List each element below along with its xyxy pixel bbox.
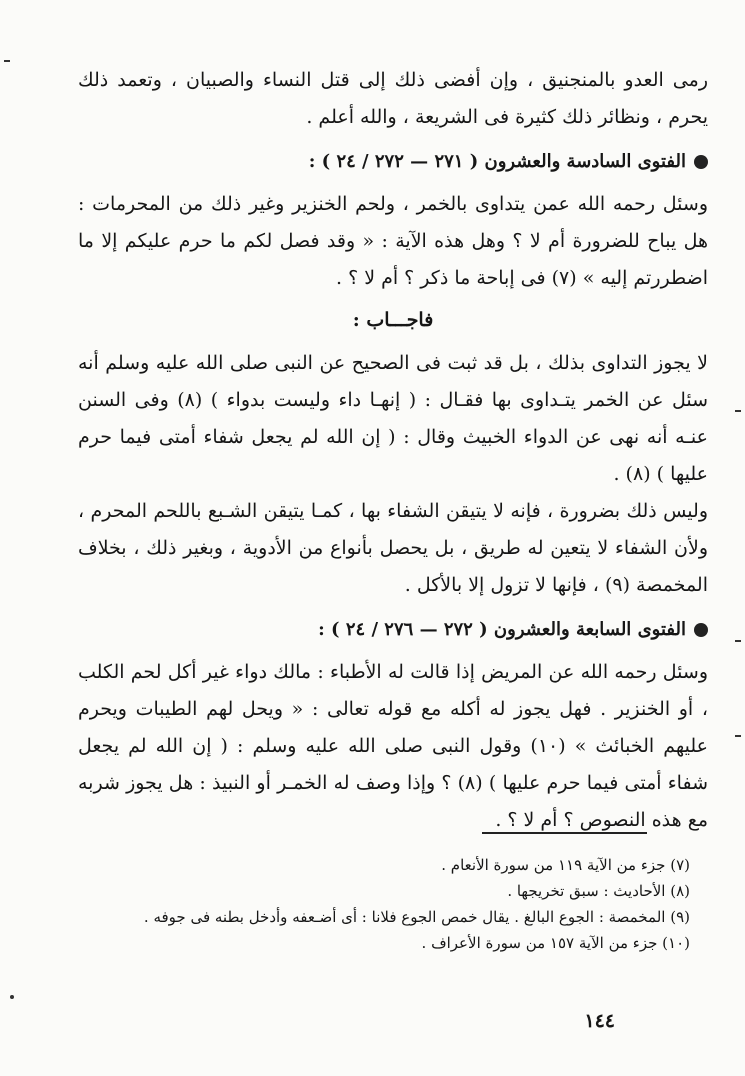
footnote-7: (٧) جزء من الآية ١١٩ من سورة الأنعام . <box>441 856 690 874</box>
scan-margin-mark <box>10 995 14 999</box>
fatwa-27-heading <box>78 612 708 648</box>
footnote-8: (٨) الأحاديث : سبق تخريجها . <box>507 882 690 900</box>
main-text <box>78 62 708 839</box>
fatwa-27-question: وسئل رحمه الله عن المريض إذا قالت له الأطباء : مالك دواء غير أكل لحم الكلب ، أو الخنزير . فهل يجوز له أكله مع قوله تعالى : « ويحل لهم الطيبات ويحرم عليهم الخبائث » (١٠) وقول النبى صلى الله عليه وسلم : ( إن الله لم يجعل شفاء أمتى فيما حرم عليها ) (٨) ؟ وإذا وصف له الخمـر أو النبيذ : هل يجوز شربه مع هذه النصوص ؟ أم لا ؟ . <box>78 661 708 831</box>
scan-margin-mark <box>4 60 10 62</box>
bullet-icon <box>694 623 708 637</box>
scan-margin-mark <box>735 640 741 642</box>
scan-margin-mark <box>735 735 741 737</box>
footnote-divider <box>482 832 647 834</box>
fatwa-27-heading-text: الفتوى السابعة والعشرون ( ٢٧٢ — ٢٧٦ / ٢٤ ) : <box>318 619 686 640</box>
footnote-10: (١٠) جزء من الآية ١٥٧ من سورة الأعراف . <box>421 934 690 952</box>
intro-paragraph: رمى العدو بالمنجنيق ، وإن أفضى ذلك إلى قتل النساء والصبيان ، وتعمد ذلك يحرم ، ونظائر ذلك كثيرة فى الشريعة ، والله أعلم . <box>78 69 708 128</box>
footnotes <box>78 852 708 956</box>
fatwa-26-heading <box>78 144 708 180</box>
scan-margin-mark <box>735 410 741 412</box>
fatwa-26-question: وسئل رحمه الله عمن يتداوى بالخمر ، ولحم الخنزير وغير ذلك من المحرمات : هل يباح للضرورة أم لا ؟ وهل هذه الآية : « وقد فصل لكم ما حرم عليكم إلا ما اضطررتم إليه » (٧) فى إباحة ما ذكر ؟ أم لا ؟ . <box>78 193 708 289</box>
page-number: ١٤٤ <box>584 1010 615 1032</box>
answer-paragraph-2: وليس ذلك بضرورة ، فإنه لا يتيقن الشفاء بها ، كمـا يتيقن الشـبع باللحم المحرم ، ولأن الشفاء لا يتعين له طريق ، بل يحصل بأنواع من الأدوية ، وبغير ذلك ، بخلاف المخمصة (٩) ، فإنها لا تزول إلا بالأكل . <box>78 500 708 596</box>
bullet-icon <box>694 155 708 169</box>
footnote-9: (٩) المخمصة : الجوع البالغ . يقال خمص الجوع فلانا : أى أضـعفه وأدخل بطنه فى جوفه . <box>143 908 690 926</box>
fatwa-26-heading-text: الفتوى السادسة والعشرون ( ٢٧١ — ٢٧٢ / ٢٤ ) : <box>308 151 686 172</box>
answer-paragraph-1: لا يجوز التداوى بذلك ، بل قد ثبت فى الصحيح عن النبى صلى الله عليه وسلم أنه سئل عن الخمر يتـداوى بها فقـال : ( إنهـا داء وليست بدواء ) (٨) وفى السنن عنـه أنه نهى عن الدواء الخبيث وقال : ( إن الله لم يجعل شفاء أمتى فيما حرم عليها ) (٨) . <box>78 352 708 485</box>
answer-heading: فاجـــاب : <box>352 309 434 331</box>
